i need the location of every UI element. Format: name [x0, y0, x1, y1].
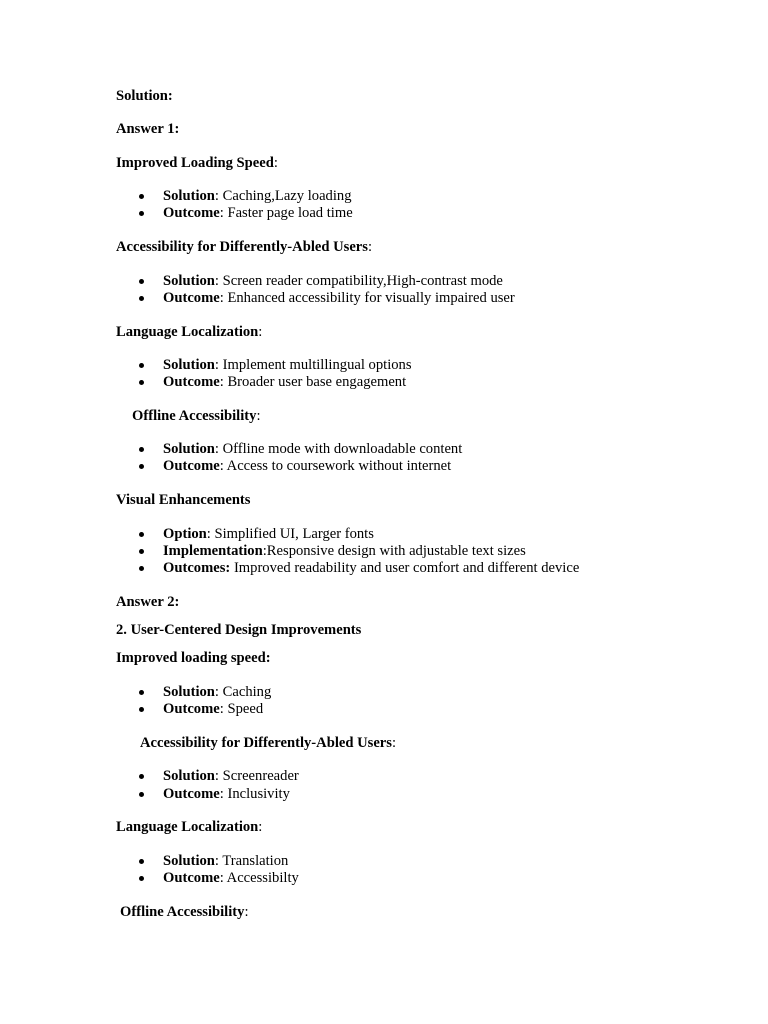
a2-loading-heading: Improved loading speed: — [116, 650, 271, 666]
item-label: Outcome — [163, 870, 220, 886]
item-text: Enhanced accessibility for visually impaired user — [227, 290, 515, 306]
item-text: Speed — [227, 701, 264, 717]
item-text: Simplified UI, Larger fonts — [214, 526, 374, 542]
separator: : — [256, 408, 261, 424]
bullet-icon — [139, 464, 144, 469]
item-label: Outcome — [163, 290, 220, 306]
a1-accessibility-heading — [116, 239, 372, 256]
answer1-heading: Answer 1: — [116, 121, 180, 137]
item-label: Solution — [163, 441, 215, 457]
separator: : — [214, 768, 223, 784]
item-label: Outcomes: — [163, 560, 231, 576]
list-item — [163, 853, 288, 870]
separator: : — [219, 374, 228, 390]
a1-localization-heading — [116, 324, 262, 341]
bullet-icon — [139, 566, 144, 571]
item-label: Offline Accessibility — [132, 408, 257, 424]
item-label: Solution — [163, 768, 215, 784]
item-label: Implementation — [163, 543, 263, 559]
item-label: Outcome — [163, 205, 220, 221]
a2-accessibility-heading — [140, 735, 396, 752]
item-text: Access to coursework without internet — [226, 458, 452, 474]
item-text: Screenreader — [222, 768, 299, 784]
list-item — [163, 786, 290, 803]
separator: : — [262, 543, 267, 559]
separator: : — [219, 205, 228, 221]
item-label: Outcome — [163, 374, 220, 390]
bullet-icon — [139, 194, 144, 199]
bullet-icon — [139, 549, 144, 554]
bullet-icon — [139, 859, 144, 864]
separator: : — [258, 819, 263, 835]
bullet-icon — [139, 296, 144, 301]
item-text: Offline mode with downloadable content — [222, 441, 463, 457]
item-label: Outcome — [163, 786, 220, 802]
item-label: Solution — [163, 853, 215, 869]
item-label: Solution — [163, 273, 215, 289]
item-label: Solution — [163, 357, 215, 373]
item-text: Caching,Lazy loading — [222, 188, 352, 204]
bullet-icon — [139, 380, 144, 385]
item-label: Outcome — [163, 458, 220, 474]
list-item — [163, 441, 462, 458]
item-label: Solution — [163, 188, 215, 204]
item-label: Option — [163, 526, 207, 542]
separator: : — [206, 526, 215, 542]
item-text: Responsive design with adjustable text sizes — [266, 543, 526, 559]
item-text: Implement multillingual options — [222, 357, 412, 373]
bullet-icon — [139, 876, 144, 881]
separator: : — [219, 701, 228, 717]
bullet-icon — [139, 279, 144, 284]
separator: : — [391, 735, 397, 751]
a2-offline-heading — [120, 904, 249, 921]
item-label: Improved Loading Speed — [116, 155, 274, 171]
solution-heading: Solution: — [116, 88, 173, 104]
separator: : — [219, 458, 227, 474]
item-label: Offline Accessibility — [120, 904, 245, 920]
separator: : — [273, 155, 278, 171]
bullet-icon — [139, 707, 144, 712]
item-text: Caching — [222, 684, 272, 700]
a1-loading-heading — [116, 155, 278, 172]
separator: : — [214, 853, 223, 869]
list-item — [163, 560, 579, 577]
separator: : — [219, 786, 228, 802]
item-text: Broader user base engagement — [227, 374, 407, 390]
separator: : — [367, 239, 373, 255]
list-item — [163, 273, 503, 290]
separator: : — [258, 324, 263, 340]
separator: : — [219, 290, 228, 306]
list-item — [163, 458, 451, 475]
bullet-icon — [139, 447, 144, 452]
separator: : — [219, 870, 227, 886]
separator: : — [214, 188, 223, 204]
item-label: Accessibility for Differently-Abled Users — [116, 239, 368, 255]
list-item — [163, 188, 352, 205]
item-label: Solution — [163, 684, 215, 700]
bullet-icon — [139, 690, 144, 695]
item-label: Accessibility for Differently-Abled Users — [140, 735, 392, 751]
a1-visual-heading: Visual Enhancements — [116, 492, 251, 508]
list-item — [163, 768, 299, 785]
list-item — [163, 374, 406, 391]
separator: : — [244, 904, 249, 920]
answer2-heading: Answer 2: — [116, 594, 180, 610]
bullet-icon — [139, 532, 144, 537]
bullet-icon — [139, 211, 144, 216]
a2-localization-heading — [116, 819, 262, 836]
bullet-icon — [139, 792, 144, 797]
list-item — [163, 684, 271, 701]
item-label: Language Localization — [116, 819, 259, 835]
separator: : — [214, 441, 223, 457]
separator: : — [214, 273, 223, 289]
list-item — [163, 357, 412, 374]
item-text: Accessibilty — [226, 870, 299, 886]
list-item — [163, 526, 374, 543]
separator: : — [214, 357, 223, 373]
item-text: Inclusivity — [227, 786, 290, 802]
list-item — [163, 870, 299, 887]
item-text: Improved readability and user comfort and different device — [233, 560, 580, 576]
list-item — [163, 701, 263, 718]
item-text: Faster page load time — [227, 205, 353, 221]
item-label: Outcome — [163, 701, 220, 717]
bullet-icon — [139, 774, 144, 779]
list-item — [163, 205, 353, 222]
a1-offline-heading — [132, 408, 261, 425]
item-text: Translation — [222, 853, 289, 869]
section2-title: 2. User-Centered Design Improvements — [116, 622, 362, 638]
item-text: Screen reader compatibility,High-contrast mode — [222, 273, 503, 289]
bullet-icon — [139, 363, 144, 368]
list-item — [163, 543, 526, 560]
item-label: Language Localization — [116, 324, 259, 340]
list-item — [163, 290, 515, 307]
separator: : — [214, 684, 223, 700]
